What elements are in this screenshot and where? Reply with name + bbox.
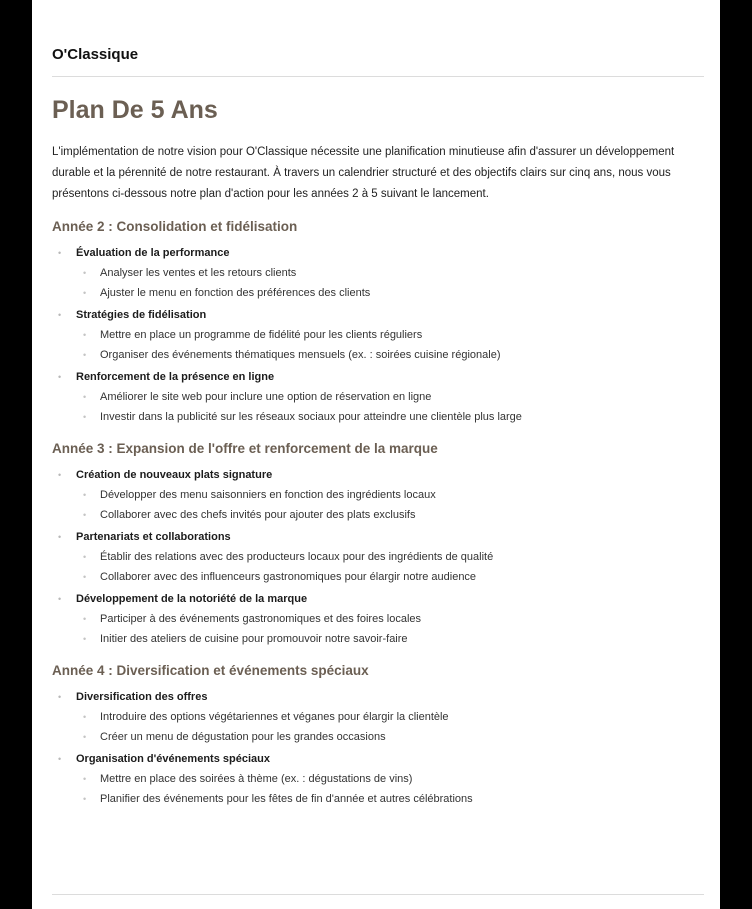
list-item — [52, 306, 702, 365]
item-title: • Création de nouveaux plats signature — [76, 469, 273, 481]
sub-item: • Planifier des événements pour les fêtes de fin d'année et autres célébrations — [76, 789, 702, 809]
sub-item: • Mettre en place des soirées à thème (ex. : dégustations de vins) — [76, 769, 702, 789]
sub-list — [76, 707, 702, 747]
sub-item: • Établir des relations avec des producteurs locaux pour des ingrédients de qualité — [76, 547, 702, 567]
list-item — [52, 368, 702, 427]
list-item — [52, 750, 702, 809]
sub-list — [76, 769, 702, 809]
section-list-year-4 — [52, 688, 702, 809]
item-title: • Développement de la notoriété de la marque — [76, 593, 308, 605]
section-heading-year-2: Année 2 : Consolidation et fidélisation — [52, 219, 298, 234]
document-header — [52, 42, 704, 77]
sub-item: • Organiser des événements thématiques mensuels (ex. : soirées cuisine régionale) — [76, 345, 702, 365]
sub-item: • Collaborer avec des chefs invités pour ajouter des plats exclusifs — [76, 505, 702, 525]
document-page — [32, 0, 720, 909]
section-heading-year-4: Année 4 : Diversification et événements spéciaux — [52, 663, 369, 678]
sub-list — [76, 485, 702, 525]
list-item — [52, 688, 702, 747]
sub-item: • Améliorer le site web pour inclure une option de réservation en ligne — [76, 387, 702, 407]
sub-item: • Introduire des options végétariennes et véganes pour élargir la clientèle — [76, 707, 702, 727]
list-item — [52, 466, 702, 525]
list-item — [52, 528, 702, 587]
document-content — [52, 94, 702, 812]
sub-item: • Initier des ateliers de cuisine pour promouvoir notre savoir-faire — [76, 629, 702, 649]
sub-list — [76, 387, 702, 427]
brand-name: O'Classique — [52, 46, 139, 63]
sub-item: • Mettre en place un programme de fidélité pour les clients réguliers — [76, 325, 702, 345]
section-list-year-3 — [52, 466, 702, 649]
sub-item: • Développer des menu saisonniers en fonction des ingrédients locaux — [76, 485, 702, 505]
item-title: • Partenariats et collaborations — [76, 531, 231, 543]
sub-list — [76, 325, 702, 365]
sub-list — [76, 547, 702, 587]
item-title: • Stratégies de fidélisation — [76, 309, 207, 321]
footer-divider — [52, 894, 704, 895]
intro-paragraph: L'implémentation de notre vision pour O'Classique nécessite une planification minutieuse afin d'assurer un développement durable et la pérennité de notre restaurant. À travers un calendrier structuré et des objectifs clairs sur cinq ans, nous vous présentons ci-dessous notre plan d'action pour les années 2 à 5 suivant le lancement. — [52, 146, 675, 200]
item-title: • Organisation d'événements spéciaux — [76, 753, 270, 765]
section-list-year-2 — [52, 244, 702, 427]
list-item — [52, 244, 702, 303]
sub-list — [76, 609, 702, 649]
sub-item: • Collaborer avec des influenceurs gastronomiques pour élargir notre audience — [76, 567, 702, 587]
section-heading-year-3: Année 3 : Expansion de l'offre et renforcement de la marque — [52, 441, 438, 456]
sub-list — [76, 263, 702, 303]
list-item — [52, 590, 702, 649]
page-title: Plan De 5 Ans — [52, 96, 218, 124]
sub-item: • Ajuster le menu en fonction des préférences des clients — [76, 283, 702, 303]
item-title: • Diversification des offres — [76, 691, 208, 703]
item-title: • Évaluation de la performance — [76, 247, 230, 259]
sub-item: • Analyser les ventes et les retours clients — [76, 263, 702, 283]
item-title: • Renforcement de la présence en ligne — [76, 371, 275, 383]
sub-item: • Participer à des événements gastronomiques et des foires locales — [76, 609, 702, 629]
sub-item: • Créer un menu de dégustation pour les grandes occasions — [76, 727, 702, 747]
sub-item: • Investir dans la publicité sur les réseaux sociaux pour atteindre une clientèle plus large — [76, 407, 702, 427]
